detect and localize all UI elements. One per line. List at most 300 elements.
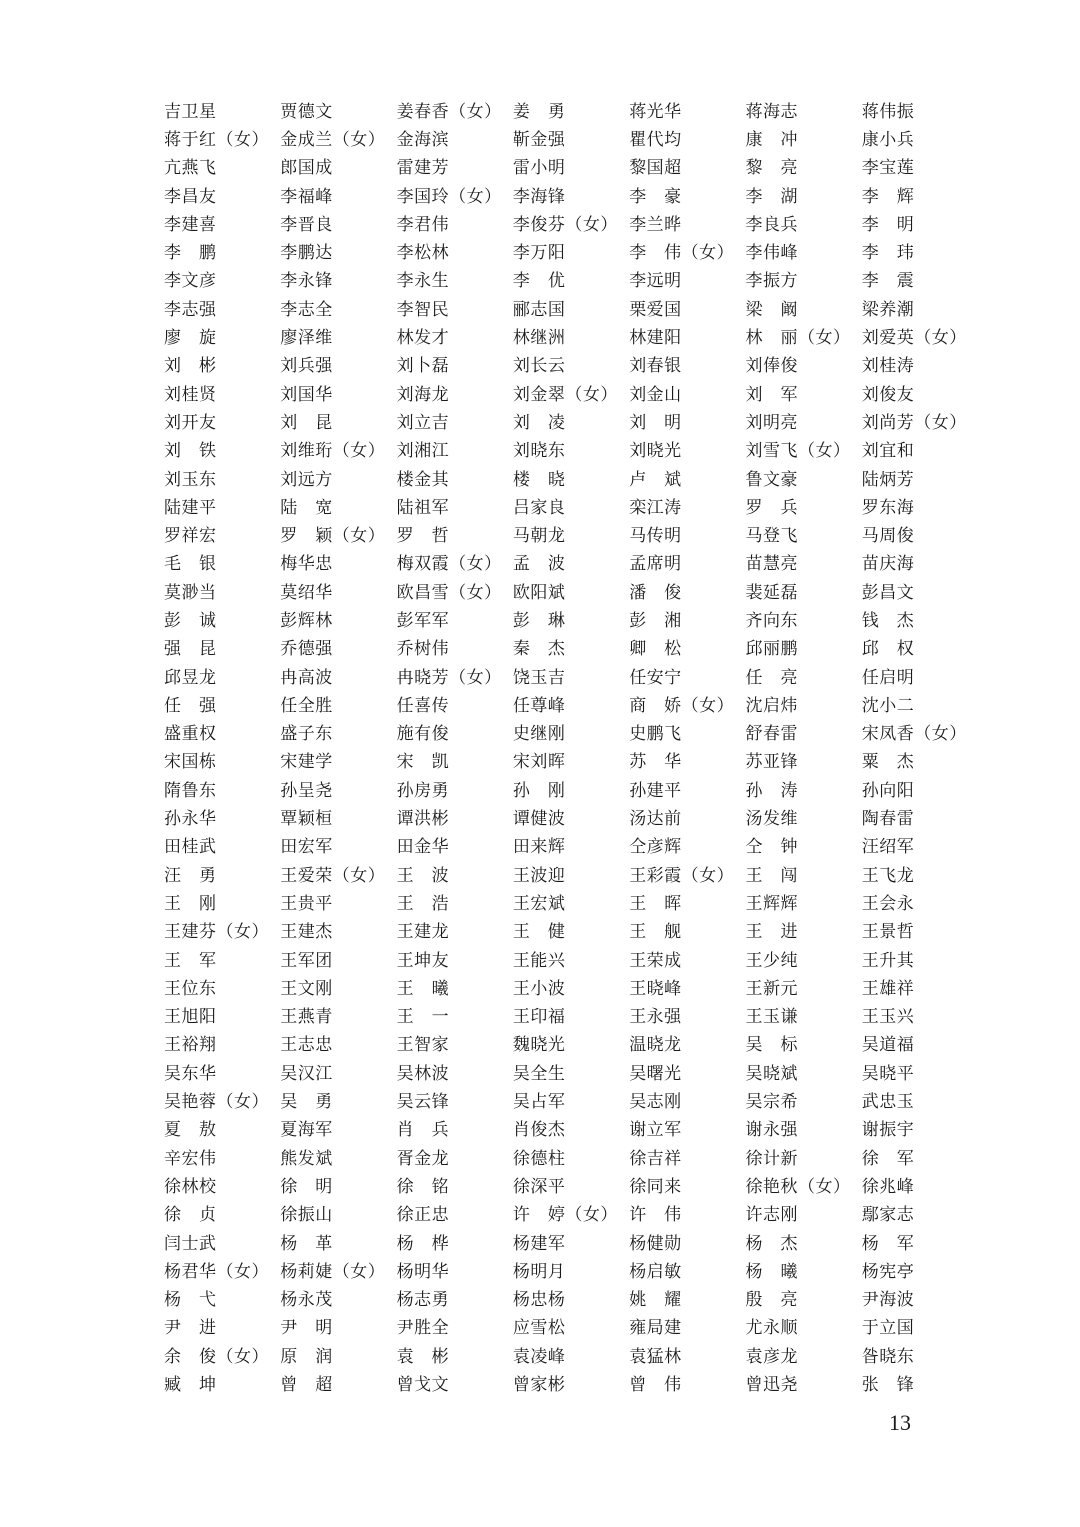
name-entry: 宋凤香（女） <box>861 724 967 745</box>
name-entry: 吴志刚 <box>629 1092 682 1113</box>
name-entry: 宋 凯 <box>396 752 450 773</box>
name-entry: 盛子东 <box>280 724 333 745</box>
page-number: 13 <box>889 1410 911 1435</box>
name-row <box>164 579 984 607</box>
name-entry: 邱昱龙 <box>164 667 217 688</box>
name-entry: 刘晓光 <box>629 441 682 462</box>
name-entry: 吴占军 <box>512 1092 566 1113</box>
name-entry: 李鹏达 <box>280 243 333 264</box>
name-entry: 杨莉婕（女） <box>280 1261 386 1282</box>
name-entry: 孙 涛 <box>745 780 798 801</box>
name-entry: 李建喜 <box>164 214 217 235</box>
name-entry: 王旭阳 <box>164 1007 217 1028</box>
names-grid <box>164 98 984 1400</box>
name-entry: 栗爱国 <box>629 299 682 320</box>
name-entry: 蒋伟振 <box>861 101 915 122</box>
name-entry: 孙永华 <box>164 809 217 830</box>
name-entry: 彭辉林 <box>280 610 333 631</box>
name-entry: 苏亚锋 <box>745 752 798 773</box>
name-row <box>164 296 984 324</box>
name-entry: 陆 宽 <box>280 497 333 518</box>
name-entry: 刘 军 <box>745 384 798 405</box>
name-entry: 昝晓东 <box>861 1346 915 1367</box>
name-entry: 彭 琳 <box>512 610 566 631</box>
name-entry: 孟席明 <box>629 554 682 575</box>
name-entry: 吴林波 <box>396 1063 450 1084</box>
name-entry: 田来辉 <box>512 837 566 858</box>
name-entry: 杨健勋 <box>629 1233 682 1254</box>
name-entry: 李 震 <box>861 271 915 292</box>
name-entry: 姜 勇 <box>512 101 566 122</box>
name-entry: 鲁文豪 <box>745 469 798 490</box>
name-entry: 杨 杰 <box>745 1233 798 1254</box>
name-entry: 刘远方 <box>280 469 333 490</box>
name-entry: 李振方 <box>745 271 798 292</box>
name-entry: 刘 凌 <box>512 412 566 433</box>
name-entry: 杨建军 <box>512 1233 566 1254</box>
name-entry: 王 舰 <box>629 922 682 943</box>
name-entry: 徐德柱 <box>512 1148 566 1169</box>
name-entry: 于立国 <box>861 1318 915 1339</box>
name-entry: 刘开友 <box>164 412 217 433</box>
name-row <box>164 636 984 664</box>
name-entry: 沈启炜 <box>745 695 798 716</box>
name-entry: 王坤友 <box>396 950 450 971</box>
name-entry: 李俊芬（女） <box>512 214 618 235</box>
name-entry: 蒋光华 <box>629 101 682 122</box>
name-row <box>164 1202 984 1230</box>
name-entry: 史继刚 <box>512 724 566 745</box>
name-row <box>164 409 984 437</box>
name-entry: 曾迅尧 <box>745 1375 798 1395</box>
name-entry: 欧昌雪（女） <box>396 582 502 603</box>
name-entry: 陆祖军 <box>396 497 450 518</box>
name-entry: 蒋海志 <box>745 101 798 122</box>
name-entry: 胥金龙 <box>396 1148 450 1169</box>
name-row <box>164 466 984 494</box>
name-entry: 杨 革 <box>280 1233 333 1254</box>
name-entry: 任喜传 <box>396 695 450 716</box>
name-row <box>164 1173 984 1201</box>
name-entry: 李福峰 <box>280 186 333 207</box>
name-row <box>164 1145 984 1173</box>
name-entry: 邱 权 <box>861 639 915 660</box>
name-entry: 孙建平 <box>629 780 682 801</box>
name-entry: 臧 坤 <box>164 1375 217 1395</box>
name-entry: 彭昌文 <box>861 582 915 603</box>
name-entry: 王宏斌 <box>512 893 566 914</box>
name-entry: 王爱荣（女） <box>280 865 386 886</box>
name-entry: 刘兵强 <box>280 356 333 377</box>
name-row <box>164 890 984 918</box>
name-entry: 陆建平 <box>164 497 217 518</box>
name-entry: 李 玮 <box>861 243 915 264</box>
name-row <box>164 1032 984 1060</box>
name-entry: 刘春银 <box>629 356 682 377</box>
name-entry: 任尊峰 <box>512 695 566 716</box>
name-entry: 吴道福 <box>861 1035 915 1056</box>
name-row <box>164 664 984 692</box>
name-entry: 李昌友 <box>164 186 217 207</box>
name-row <box>164 607 984 635</box>
name-entry: 吴全生 <box>512 1063 566 1084</box>
name-entry: 苏 华 <box>629 752 682 773</box>
name-entry: 隋鲁东 <box>164 780 217 801</box>
name-entry: 张 锋 <box>861 1375 915 1395</box>
name-entry: 王辉辉 <box>745 893 798 914</box>
name-entry: 王会永 <box>861 893 915 914</box>
name-entry: 王雄祥 <box>861 978 915 999</box>
name-entry: 吴宗希 <box>745 1092 798 1113</box>
name-entry: 徐计新 <box>745 1148 798 1169</box>
name-entry: 裴延磊 <box>745 582 798 603</box>
name-entry: 田桂武 <box>164 837 217 858</box>
name-entry: 梁养潮 <box>861 299 915 320</box>
name-entry: 梁 阚 <box>745 299 798 320</box>
name-entry: 徐兆峰 <box>861 1176 915 1197</box>
name-entry: 汪绍军 <box>861 837 915 858</box>
name-entry: 楼金其 <box>396 469 450 490</box>
name-entry: 秦 杰 <box>512 639 566 660</box>
name-entry: 尹 进 <box>164 1318 217 1339</box>
name-row <box>164 522 984 550</box>
name-row <box>164 1315 984 1343</box>
name-row <box>164 805 984 833</box>
name-entry: 李良兵 <box>745 214 798 235</box>
name-entry: 夏 敖 <box>164 1120 217 1141</box>
name-entry: 尹海波 <box>861 1290 915 1311</box>
name-entry: 金成兰（女） <box>280 129 386 150</box>
name-entry: 王小波 <box>512 978 566 999</box>
name-entry: 任 强 <box>164 695 217 716</box>
name-entry: 廖 旋 <box>164 328 217 349</box>
name-row <box>164 692 984 720</box>
name-entry: 李兰晔 <box>629 214 682 235</box>
name-row <box>164 551 984 579</box>
name-entry: 刘金翠（女） <box>512 384 618 405</box>
name-entry: 刘晓东 <box>512 441 566 462</box>
name-row <box>164 862 984 890</box>
name-entry: 谭洪彬 <box>396 809 450 830</box>
name-entry: 陆炳芳 <box>861 469 915 490</box>
name-row <box>164 1088 984 1116</box>
name-entry: 姚 耀 <box>629 1290 682 1311</box>
name-entry: 杨明月 <box>512 1261 566 1282</box>
name-entry: 杨永茂 <box>280 1290 333 1311</box>
name-entry: 王能兴 <box>512 950 566 971</box>
name-entry: 汤发维 <box>745 809 798 830</box>
name-entry: 陶春雷 <box>861 809 915 830</box>
name-entry: 刘国华 <box>280 384 333 405</box>
name-entry: 应雪松 <box>512 1318 566 1339</box>
name-entry: 徐同来 <box>629 1176 682 1197</box>
name-entry: 徐 明 <box>280 1176 333 1197</box>
name-entry: 刘立吉 <box>396 412 450 433</box>
name-entry: 瞿代均 <box>629 129 682 150</box>
name-entry: 王升其 <box>861 950 915 971</box>
name-entry: 王 浩 <box>396 893 450 914</box>
name-entry: 余 俊（女） <box>164 1346 269 1367</box>
name-entry: 王贵平 <box>280 893 333 914</box>
name-entry: 刘桂涛 <box>861 356 915 377</box>
name-row <box>164 721 984 749</box>
name-entry: 曾 伟 <box>629 1375 682 1395</box>
name-entry: 刘卜磊 <box>396 356 450 377</box>
name-entry: 徐吉祥 <box>629 1148 682 1169</box>
name-entry: 殷 亮 <box>745 1290 798 1311</box>
name-row <box>164 1230 984 1258</box>
name-entry: 郦志国 <box>512 299 566 320</box>
name-entry: 彭 湘 <box>629 610 682 631</box>
name-entry: 王裕翔 <box>164 1035 217 1056</box>
name-entry: 贾德文 <box>280 101 333 122</box>
name-entry: 孙向阳 <box>861 780 915 801</box>
name-entry: 欧阳斌 <box>512 582 566 603</box>
name-entry: 吴汉江 <box>280 1063 333 1084</box>
name-entry: 栾江涛 <box>629 497 682 518</box>
name-entry: 雷建芳 <box>396 158 450 179</box>
name-entry: 王志忠 <box>280 1035 333 1056</box>
name-entry: 彭 诚 <box>164 610 217 631</box>
name-entry: 王燕青 <box>280 1007 333 1028</box>
name-entry: 黎 亮 <box>745 158 798 179</box>
name-entry: 刘维珩（女） <box>280 441 386 462</box>
name-entry: 梅双霞（女） <box>396 554 502 575</box>
name-entry: 杨志勇 <box>396 1290 450 1311</box>
name-entry: 杨 军 <box>861 1233 915 1254</box>
name-entry: 仝彦辉 <box>629 837 682 858</box>
name-entry: 徐深平 <box>512 1176 566 1197</box>
name-entry: 乔树伟 <box>396 639 450 660</box>
name-entry: 袁凌峰 <box>512 1346 566 1367</box>
name-entry: 许 伟 <box>629 1205 682 1226</box>
name-entry: 孙 刚 <box>512 780 566 801</box>
name-entry: 李君伟 <box>396 214 450 235</box>
name-entry: 王 晖 <box>629 893 682 914</box>
name-entry: 吴晓斌 <box>745 1063 798 1084</box>
name-entry: 夏海军 <box>280 1120 333 1141</box>
name-entry: 王印福 <box>512 1007 566 1028</box>
name-entry: 温晓龙 <box>629 1035 682 1056</box>
name-entry: 李智民 <box>396 299 450 320</box>
name-entry: 雍局建 <box>629 1318 682 1339</box>
name-entry: 王 闯 <box>745 865 798 886</box>
name-entry: 商 娇（女） <box>629 695 735 716</box>
name-entry: 苗慧亮 <box>745 554 798 575</box>
name-entry: 饶玉吉 <box>512 667 566 688</box>
name-row <box>164 494 984 522</box>
name-entry: 王玉谦 <box>745 1007 798 1028</box>
name-entry: 李松林 <box>396 243 450 264</box>
name-entry: 施有俊 <box>396 724 450 745</box>
name-entry: 刘玉东 <box>164 469 217 490</box>
name-entry: 杨启敏 <box>629 1261 682 1282</box>
name-entry: 粟 杰 <box>861 752 915 773</box>
name-entry: 盛重权 <box>164 724 217 745</box>
name-row <box>164 324 984 352</box>
name-entry: 田宏军 <box>280 837 333 858</box>
name-entry: 杨 曦 <box>745 1261 798 1282</box>
name-entry: 林建阳 <box>629 328 682 349</box>
name-entry: 徐正忠 <box>396 1205 450 1226</box>
name-entry: 谭健波 <box>512 809 566 830</box>
name-entry: 李海锋 <box>512 186 566 207</box>
name-row <box>164 268 984 296</box>
name-entry: 王位东 <box>164 978 217 999</box>
name-entry: 任安宁 <box>629 667 682 688</box>
name-entry: 尤永顺 <box>745 1318 798 1339</box>
name-entry: 李 湖 <box>745 186 798 207</box>
name-entry: 李晋良 <box>280 214 333 235</box>
name-row <box>164 1004 984 1032</box>
name-entry: 雷小明 <box>512 158 566 179</box>
name-entry: 孙房勇 <box>396 780 450 801</box>
name-entry: 刘爱英（女） <box>861 328 967 349</box>
name-entry: 辛宏伟 <box>164 1148 217 1169</box>
name-entry: 宋刘晖 <box>512 752 566 773</box>
name-entry: 王飞龙 <box>861 865 915 886</box>
name-entry: 亢燕飞 <box>164 158 217 179</box>
name-entry: 杨君华（女） <box>164 1261 269 1282</box>
name-entry: 王新元 <box>745 978 798 999</box>
name-entry: 舒春雷 <box>745 724 798 745</box>
name-entry: 王 波 <box>396 865 450 886</box>
name-entry: 袁彦龙 <box>745 1346 798 1367</box>
name-row <box>164 353 984 381</box>
name-entry: 吴艳蓉（女） <box>164 1092 269 1113</box>
name-entry: 刘俸俊 <box>745 356 798 377</box>
name-row <box>164 1371 984 1399</box>
name-entry: 李万阳 <box>512 243 566 264</box>
name-entry: 李志全 <box>280 299 333 320</box>
name-entry: 马登飞 <box>745 526 798 547</box>
name-entry: 杨 弋 <box>164 1290 217 1311</box>
name-entry: 任 亮 <box>745 667 798 688</box>
name-entry: 马传明 <box>629 526 682 547</box>
name-entry: 熊发斌 <box>280 1148 333 1169</box>
name-entry: 刘明亮 <box>745 412 798 433</box>
name-entry: 康小兵 <box>861 129 915 150</box>
name-entry: 马朝龙 <box>512 526 566 547</box>
name-row <box>164 1060 984 1088</box>
name-row <box>164 239 984 267</box>
name-entry: 袁猛林 <box>629 1346 682 1367</box>
name-entry: 吴曙光 <box>629 1063 682 1084</box>
name-entry: 王晓峰 <box>629 978 682 999</box>
name-row <box>164 834 984 862</box>
name-entry: 吴 标 <box>745 1035 798 1056</box>
name-entry: 史鹏飞 <box>629 724 682 745</box>
name-row <box>164 1286 984 1314</box>
name-entry: 孟 波 <box>512 554 566 575</box>
name-entry: 冉晓芳（女） <box>396 667 502 688</box>
name-row <box>164 381 984 409</box>
name-entry: 谢立军 <box>629 1120 682 1141</box>
name-entry: 邱丽鹏 <box>745 639 798 660</box>
name-entry: 李远明 <box>629 271 682 292</box>
name-entry: 李宝莲 <box>861 158 915 179</box>
name-row <box>164 211 984 239</box>
name-entry: 许志刚 <box>745 1205 798 1226</box>
name-entry: 刘俊友 <box>861 384 915 405</box>
name-entry: 姜春香（女） <box>396 101 502 122</box>
name-entry: 王 刚 <box>164 893 217 914</box>
name-entry: 廖泽维 <box>280 328 333 349</box>
name-entry: 宋国栋 <box>164 752 217 773</box>
name-entry: 徐艳秋（女） <box>745 1176 851 1197</box>
name-entry: 刘桂贤 <box>164 384 217 405</box>
name-entry: 徐 贞 <box>164 1205 217 1226</box>
name-entry: 刘 彬 <box>164 356 217 377</box>
name-entry: 杨忠杨 <box>512 1290 566 1311</box>
name-entry: 武忠玉 <box>861 1092 915 1113</box>
name-entry: 吴东华 <box>164 1063 217 1084</box>
name-entry: 冉高波 <box>280 667 333 688</box>
name-entry: 苗庆海 <box>861 554 915 575</box>
name-entry: 王 一 <box>396 1007 450 1028</box>
name-entry: 王少纯 <box>745 950 798 971</box>
name-entry: 李 豪 <box>629 186 682 207</box>
name-entry: 徐 军 <box>861 1148 915 1169</box>
name-entry: 李 优 <box>512 271 566 292</box>
name-entry: 黎国超 <box>629 158 682 179</box>
name-row <box>164 975 984 1003</box>
name-entry: 覃颖桓 <box>280 809 333 830</box>
name-row <box>164 919 984 947</box>
name-row <box>164 749 984 777</box>
name-entry: 金海滨 <box>396 129 450 150</box>
name-entry: 靳金强 <box>512 129 566 150</box>
name-entry: 徐林校 <box>164 1176 217 1197</box>
name-entry: 莫渺当 <box>164 582 217 603</box>
name-entry: 王波迎 <box>512 865 566 886</box>
name-entry: 徐振山 <box>280 1205 333 1226</box>
name-entry: 曾 超 <box>280 1375 333 1395</box>
name-entry: 闫士武 <box>164 1233 217 1254</box>
name-entry: 王 曦 <box>396 978 450 999</box>
name-entry: 罗东海 <box>861 497 915 518</box>
name-entry: 吕家良 <box>512 497 566 518</box>
name-row <box>164 155 984 183</box>
name-entry: 王 军 <box>164 950 217 971</box>
name-entry: 罗 哲 <box>396 526 450 547</box>
name-entry: 许 婷（女） <box>512 1205 618 1226</box>
name-entry: 尹胜全 <box>396 1318 450 1339</box>
name-entry: 袁 彬 <box>396 1346 450 1367</box>
name-row <box>164 438 984 466</box>
name-entry: 王景哲 <box>861 922 915 943</box>
name-entry: 孙呈尧 <box>280 780 333 801</box>
name-entry: 宋建学 <box>280 752 333 773</box>
name-entry: 莫绍华 <box>280 582 333 603</box>
name-entry: 王建龙 <box>396 922 450 943</box>
name-entry: 李永生 <box>396 271 450 292</box>
name-entry: 肖 兵 <box>396 1120 450 1141</box>
name-entry: 罗 兵 <box>745 497 798 518</box>
name-entry: 李伟峰 <box>745 243 798 264</box>
name-entry: 楼 晓 <box>512 469 566 490</box>
name-entry: 王建芬（女） <box>164 922 269 943</box>
name-entry: 李 伟（女） <box>629 243 735 264</box>
name-entry: 王永强 <box>629 1007 682 1028</box>
name-entry: 汤达前 <box>629 809 682 830</box>
name-row <box>164 1258 984 1286</box>
name-row <box>164 126 984 154</box>
name-entry: 乔德强 <box>280 639 333 660</box>
name-entry: 罗 颖（女） <box>280 526 386 547</box>
name-entry: 刘 明 <box>629 412 682 433</box>
name-entry: 李文彦 <box>164 271 217 292</box>
